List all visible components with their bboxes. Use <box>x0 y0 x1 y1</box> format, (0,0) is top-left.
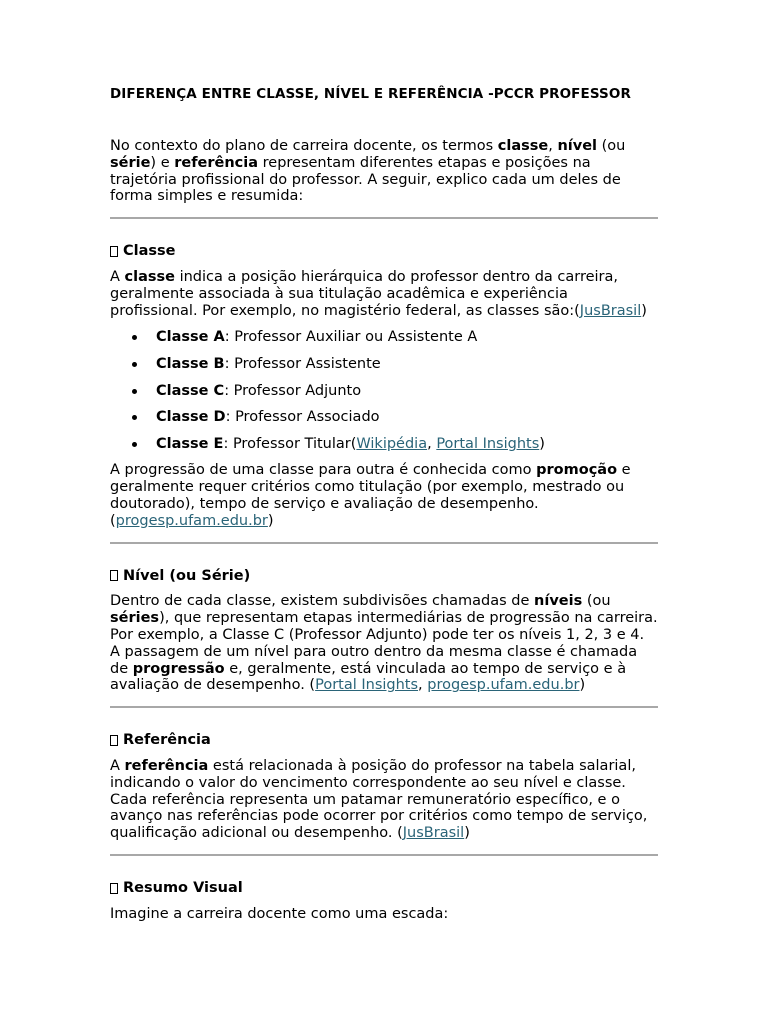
missing-glyph-box-icon <box>110 246 118 257</box>
section-divider <box>110 706 658 708</box>
referencia-paragraph: A referência está relacionada à posição do professor na tabela salarial, indicando o valor do vencimento correspondente ao seu nível e classe. Cada referência representa um patamar remuneratório específico, e o avanço nas referências pode ocorrer por critérios como tempo de serviço, qualificação adicional ou desempenho. (JusBrasil) <box>110 757 648 842</box>
wikipedia-link[interactable]: Wikipédia <box>356 435 428 452</box>
bullet-icon <box>132 389 137 394</box>
portal-insights-link[interactable]: Portal Insights <box>315 677 419 694</box>
bullet-icon <box>132 362 137 367</box>
list-item: Classe B: Professor Assistente <box>110 356 658 383</box>
progesp-link[interactable]: progesp.ufam.edu.br <box>115 512 268 529</box>
list-item: Classe E: Professor Titular(Wikipédia, Portal Insights) <box>110 436 658 463</box>
missing-glyph-box-icon <box>110 735 118 746</box>
list-item: Classe C: Professor Adjunto <box>110 383 658 410</box>
jusbrasil-link[interactable]: JusBrasil <box>402 825 465 842</box>
bullet-icon <box>132 335 137 340</box>
missing-glyph-box-icon <box>110 883 118 894</box>
document-title: DIFERENÇA ENTRE CLASSE, NÍVEL E REFERÊNCIA -PCCR PROFESSOR <box>110 86 631 102</box>
classe-list <box>110 329 658 462</box>
missing-glyph-box-icon <box>110 570 118 581</box>
intro-paragraph: No contexto do plano de carreira docente, os termos classe, nível (ou série) e referência representam diferentes etapas e posições na trajetória profissional do professor. A seguir, explico cada um deles de forma simples e resumida: <box>110 138 626 205</box>
portal-insights-link[interactable]: Portal Insights <box>436 435 540 452</box>
bullet-icon <box>132 442 137 447</box>
section-heading-nivel: Nível (ou Série) <box>110 568 658 585</box>
list-item: Classe A: Professor Auxiliar ou Assistente A <box>110 329 658 356</box>
document-content <box>110 85 658 922</box>
jusbrasil-link[interactable]: JusBrasil <box>579 302 642 319</box>
nivel-paragraph: Dentro de cada classe, existem subdivisões chamadas de níveis (ou séries), que representam etapas intermediárias de progressão na carreira. Por exemplo, a Classe C (Professor Adjunto) pode ter os níveis 1, 2, 3 e 4. A passagem de um nível para outro dentro da mesma classe é chamada de progressão e, geralmente, está vinculada ao tempo de serviço e à avaliação de desempenho. (Portal Insights, progesp.ufam.edu.br) <box>110 593 658 694</box>
bullet-icon <box>132 415 137 420</box>
section-divider <box>110 542 658 544</box>
section-heading-classe: Classe <box>110 243 658 260</box>
resumo-paragraph: Imagine a carreira docente como uma escada: <box>110 905 449 922</box>
section-divider <box>110 217 658 219</box>
section-heading-resumo: Resumo Visual <box>110 880 658 897</box>
section-heading-referencia: Referência <box>110 732 658 749</box>
promocao-paragraph: A progressão de uma classe para outra é conhecida como promoção e geralmente requer critérios como titulação (por exemplo, mestrado ou doutorado), tempo de serviço e avaliação de desempenho. (progesp.ufam.edu.br) <box>110 462 631 529</box>
section-divider <box>110 854 658 856</box>
list-item: Classe D: Professor Associado <box>110 409 658 436</box>
classe-paragraph: A classe indica a posição hierárquica do professor dentro da carreira, geralmente associada à sua titulação acadêmica e experiência profissional. Por exemplo, no magistério federal, as classes são:(JusBrasil) <box>110 268 647 319</box>
progesp-link[interactable]: progesp.ufam.edu.br <box>427 677 580 694</box>
